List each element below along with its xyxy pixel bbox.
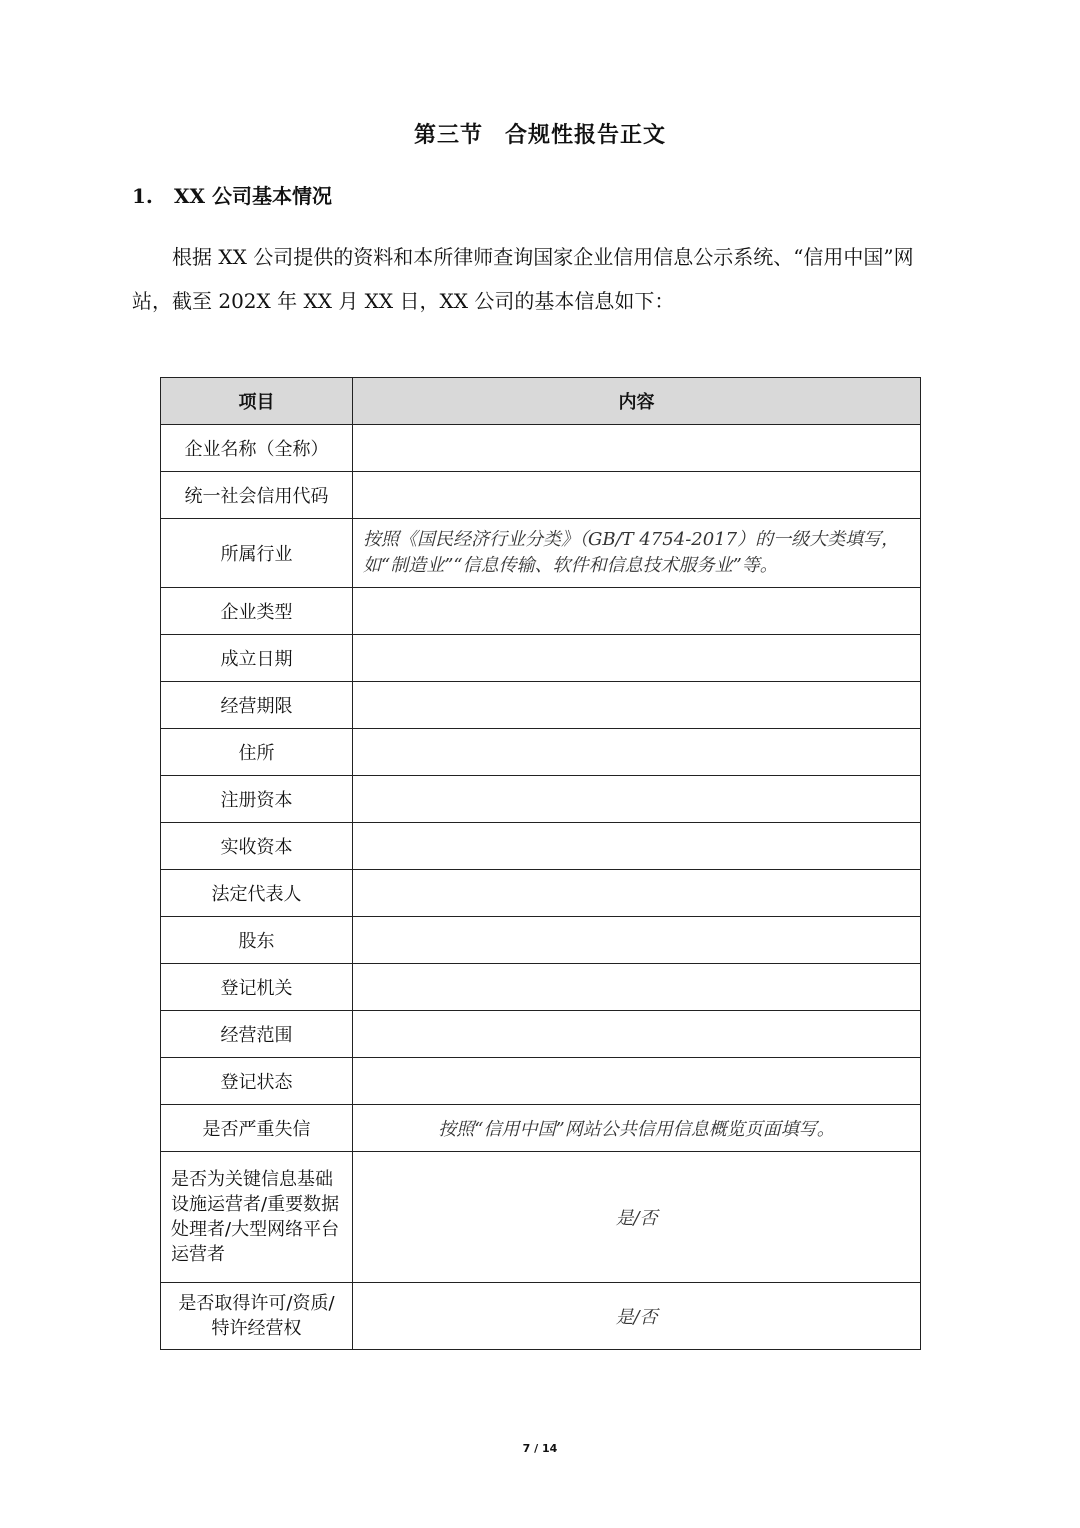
row-content [353, 1011, 921, 1058]
row-label: 经营期限 [161, 682, 353, 729]
row-content [353, 425, 921, 472]
row-content-hint: 是/否 [353, 1152, 921, 1283]
table-row [161, 425, 921, 472]
row-label: 登记状态 [161, 1058, 353, 1105]
page-number: 7 / 14 [522, 1442, 558, 1455]
row-content [353, 776, 921, 823]
table-row [161, 1105, 921, 1152]
row-label: 注册资本 [161, 776, 353, 823]
row-label: 所属行业 [161, 519, 353, 588]
table-row [161, 917, 921, 964]
table-row [161, 776, 921, 823]
row-label: 统一社会信用代码 [161, 472, 353, 519]
table-row [161, 1152, 921, 1283]
row-content [353, 472, 921, 519]
table-row [161, 588, 921, 635]
row-label: 是否为关键信息基础设施运营者/重要数据处理者/大型网络平台运营者 [161, 1152, 353, 1283]
heading-number: 1. [132, 184, 153, 208]
row-content [353, 682, 921, 729]
row-label: 是否取得许可/资质/特许经营权 [161, 1283, 353, 1350]
row-content [353, 917, 921, 964]
row-label: 住所 [161, 729, 353, 776]
table-row [161, 1283, 921, 1350]
row-label: 是否严重失信 [161, 1105, 353, 1152]
table-row [161, 472, 921, 519]
row-content-hint: 是/否 [353, 1283, 921, 1350]
table-row [161, 682, 921, 729]
section-number: 第三节 [413, 122, 483, 148]
row-label: 企业类型 [161, 588, 353, 635]
row-label: 实收资本 [161, 823, 353, 870]
row-content-hint: 按照“信用中国”网站公共信用信息概览页面填写。 [353, 1105, 921, 1152]
row-label: 企业名称（全称） [161, 425, 353, 472]
header-content: 内容 [353, 378, 921, 425]
heading-text: XX 公司基本情况 [174, 184, 332, 208]
table-row [161, 964, 921, 1011]
row-label: 法定代表人 [161, 870, 353, 917]
subsection-heading [132, 180, 332, 209]
table-row [161, 1011, 921, 1058]
row-content [353, 588, 921, 635]
section-name: 合规性报告正文 [505, 122, 667, 148]
section-title [0, 118, 1080, 149]
table-row [161, 1058, 921, 1105]
table-row [161, 519, 921, 588]
table-row [161, 823, 921, 870]
row-label: 登记机关 [161, 964, 353, 1011]
row-content [353, 823, 921, 870]
table-header-row [161, 378, 921, 425]
row-content-hint: 按照《国民经济行业分类》（GB/T 4754-2017）的一级大类填写，如“制造业”“信息传输、软件和信息技术服务业”等。 [353, 519, 921, 588]
table-row [161, 729, 921, 776]
company-info-table [160, 377, 921, 1350]
row-label: 经营范围 [161, 1011, 353, 1058]
table-row [161, 635, 921, 682]
row-label: 成立日期 [161, 635, 353, 682]
row-label: 股东 [161, 917, 353, 964]
row-content [353, 964, 921, 1011]
row-content [353, 1058, 921, 1105]
intro-paragraph: 根据 XX 公司提供的资料和本所律师查询国家企业信用信息公示系统、“信用中国”网站，截至 202X 年 XX 月 XX 日，XX 公司的基本信息如下： [132, 245, 914, 313]
table-row [161, 870, 921, 917]
row-content [353, 635, 921, 682]
header-item: 项目 [161, 378, 353, 425]
row-content [353, 729, 921, 776]
row-content [353, 870, 921, 917]
